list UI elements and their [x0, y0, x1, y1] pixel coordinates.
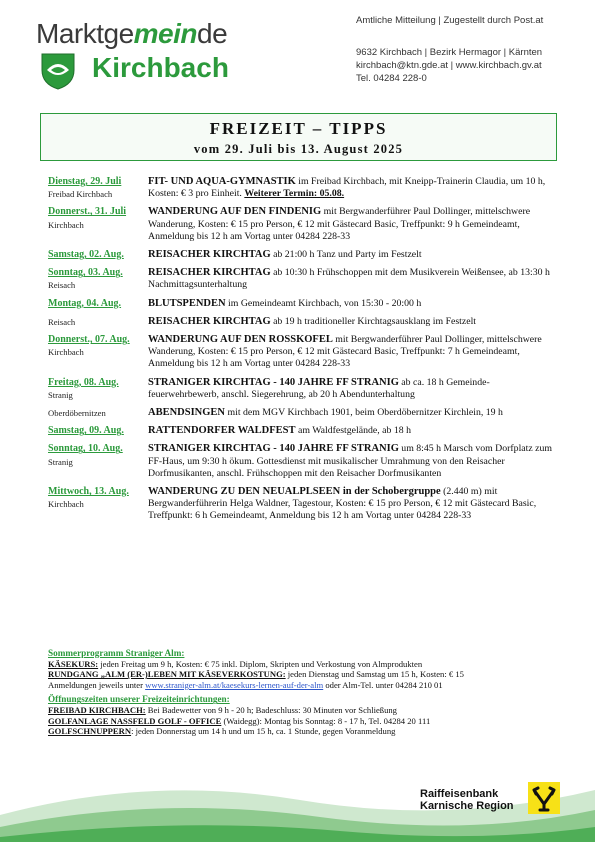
kaesekurs-line: KÄSEKURS: jeden Freitag um 9 h, Kosten: € 75 inkl. Diplom, Skripten und Verkostung von Almprodukten — [48, 658, 423, 669]
event-meta — [48, 443, 148, 480]
event-date: Mittwoch, 13. Aug. — [48, 486, 129, 498]
event-date: Sonntag, 10. Aug. — [48, 443, 123, 455]
event-text: im Freibad Kirchbach, mit Kneipp-Trainerin Claudia, um 10 h, Kosten: € 3 pro Einheit. — [148, 176, 546, 200]
event-meta — [48, 249, 148, 261]
page-title: FREIZEIT – TIPPS — [209, 119, 388, 138]
address-line: 9632 Kirchbach | Bezirk Hermagor | Kärnten — [356, 47, 543, 58]
opening-hours-heading: Öffnungszeiten unserer Freizeiteinrichtungen: — [48, 694, 230, 705]
rundgang-line: RUNDGANG „ALM (ER-)LEBEN MIT KÄSEVERKOSTUNG: jeden Dienstag und Samstag um 15 h, Kosten: € 15 — [48, 669, 464, 680]
info-section — [48, 648, 560, 737]
event-text: am Waldfestgelände, ab 18 h — [295, 425, 411, 437]
event-meta — [48, 407, 148, 419]
event-description — [148, 377, 560, 401]
event-date: Samstag, 02. Aug. — [48, 249, 124, 261]
event-text: ab 21:00 h Tanz und Party im Festzelt — [270, 249, 422, 261]
event-date: Montag, 04. Aug. — [48, 297, 122, 309]
event-description — [148, 425, 560, 437]
official-notice: Amtliche Mitteilung | Zugestellt durch Post.at — [356, 15, 544, 26]
event-name: RATTENDORFER WALDFEST — [148, 425, 296, 437]
event-meta — [48, 377, 148, 401]
event-item — [48, 249, 560, 261]
event-item — [48, 298, 560, 310]
event-place: Freibad Kirchbach — [48, 189, 113, 200]
event-item — [48, 334, 560, 371]
event-item — [48, 425, 560, 437]
event-text: (2.440 m) mit Bergwanderführerin Helga Waldner, Tagestour, Kosten: € 15 pro Person, € 12 mit Gästecard Basic, Treffpunkt: 6 h Gemeindeamt, Anmeldung bis 12 h am Vortag unter 04284 228-33 — [148, 486, 537, 522]
event-name: REISACHER KIRCHTAG — [148, 315, 271, 327]
event-description — [148, 407, 560, 419]
event-date: Sonntag, 03. Aug. — [48, 267, 123, 279]
logo-kirchbach: Kirchbach — [92, 52, 229, 83]
event-date: Donnerst., 07. Aug. — [48, 334, 130, 346]
event-place: Reisach — [48, 280, 76, 291]
event-description — [148, 316, 560, 328]
event-place: Kirchbach — [48, 347, 84, 358]
alm-heading: Sommerprogramm Straniger Alm: — [48, 648, 185, 658]
email-web-line: kirchbach@ktn.gde.at | www.kirchbach.gv.at — [356, 60, 542, 71]
event-meta — [48, 176, 148, 200]
event-item — [48, 316, 560, 328]
contact-block — [356, 46, 542, 85]
event-name: BLUTSPENDEN — [148, 297, 226, 309]
event-name: FIT- UND AQUA-GYMNASTIK — [148, 176, 296, 187]
event-name: STRANIGER KIRCHTAG - 140 JAHRE FF STRANIG — [148, 376, 399, 388]
event-description — [148, 176, 560, 200]
event-text: mit Bergwanderführer Paul Dollinger, mittelschwere Wanderung, Kosten: € 15 pro Person, € 12 mit Gästecard Basic, Treffpunkt: 9 h Gemeindeamt, Anmeldung bis 12 h am Vortag unter 04284 228-33 — [148, 206, 531, 242]
logo-wordmark: Marktgemeinde — [36, 18, 228, 49]
event-name: REISACHER KIRCHTAG — [148, 249, 271, 261]
event-text: mit dem MGV Kirchbach 1901, beim Oberdöbernitzer Kirchlein, 19 h — [225, 407, 503, 419]
event-description — [148, 298, 560, 310]
event-meta — [48, 486, 148, 523]
raiffeisen-logo-icon — [528, 782, 560, 814]
event-place: Stranig — [48, 456, 73, 467]
event-date: Donnerst., 31. Juli — [48, 206, 127, 218]
title-box — [40, 113, 557, 161]
event-text: ab 10:30 h Frühschoppen mit dem Musikverein Weißensee, ab 13:30 h Nachmittagsunterhaltung — [148, 267, 550, 291]
event-place: Oberdöbernitzen — [48, 408, 106, 419]
event-description — [148, 334, 560, 371]
event-item — [48, 206, 560, 243]
event-text: um 8:45 h Marsch vom Dorfplatz zum FF-Haus, um 9:30 h ökum. Gottesdienst mit musikalischer Umrahmung von den Reisacher Dorfmusikanten, anschl. Frühschoppen mit den Reisacher Dorfmusikanten — [148, 443, 553, 479]
event-date: Dienstag, 29. Juli — [48, 176, 122, 187]
anmeldung-line: Anmeldungen jeweils unter www.straniger-alm.at/kaesekurs-lernen-auf-der-alm oder Alm-Tel. unter 04284 210 01 — [48, 679, 443, 690]
golf-line: GOLFANLAGE NASSFELD GOLF - OFFICE (Waidegg): Montag bis Sonntag: 8 - 17 h, Tel. 04284 20 111 — [48, 715, 431, 726]
event-description — [148, 486, 560, 523]
event-meta — [48, 267, 148, 291]
coat-of-arms-icon — [38, 52, 78, 90]
event-name: STRANIGER KIRCHTAG - 140 JAHRE FF STRANIG — [148, 443, 399, 455]
event-place: Reisach — [48, 316, 76, 327]
event-name: WANDERUNG ZU DEN NEUALPLSEEN in der Schobergruppe — [148, 486, 441, 498]
event-meta — [48, 206, 148, 243]
event-description — [148, 206, 560, 243]
phone-line: Tel. 04284 228-0 — [356, 73, 427, 84]
event-name: WANDERUNG AUF DEN ROSSKOFEL — [148, 334, 333, 346]
event-meta — [48, 334, 148, 371]
event-description — [148, 443, 560, 480]
event-extra: Weiterer Termin: 05.08. — [244, 188, 345, 200]
event-place: Kirchbach — [48, 219, 84, 230]
event-name: ABENDSINGEN — [148, 407, 226, 419]
event-place: Stranig — [48, 389, 73, 400]
event-text: ab ca. 18 h Gemeinde-feuerwehrbewerb, anschl. Siegerehrung, ab 20 h Abendunterhaltung — [148, 376, 490, 400]
event-description — [148, 249, 560, 261]
header — [0, 0, 595, 100]
event-meta — [48, 298, 148, 310]
golfschnuppern-line: GOLFSCHNUPPERN: jeden Donnerstag um 14 h und um 15 h, ca. 1 Stunde, gegen Voranmeldung — [48, 726, 396, 737]
event-item — [48, 443, 560, 480]
event-item — [48, 407, 560, 419]
event-meta — [48, 316, 148, 328]
event-place: Kirchbach — [48, 499, 84, 510]
event-item — [48, 377, 560, 401]
event-name: REISACHER KIRCHTAG — [148, 267, 271, 279]
event-item — [48, 486, 560, 523]
event-meta — [48, 425, 148, 437]
page-subtitle: vom 29. Juli bis 13. August 2025 — [193, 142, 404, 156]
event-date: Freitag, 08. Aug. — [48, 376, 119, 388]
event-description — [148, 267, 560, 291]
event-list — [48, 176, 560, 529]
event-date: Samstag, 09. Aug. — [48, 425, 124, 437]
sponsor-name: Raiffeisenbank Karnische Region — [420, 788, 514, 812]
event-item — [48, 176, 560, 200]
freibad-line: FREIBAD KIRCHBACH: Bei Badewetter von 9 h - 20 h; Badeschluss: 30 Minuten vor Schließung — [48, 704, 397, 715]
event-name: WANDERUNG AUF DEN FINDENIG — [148, 206, 322, 218]
event-item — [48, 267, 560, 291]
event-text: im Gemeindeamt Kirchbach, von 15:30 - 20:00 h — [225, 297, 422, 309]
event-text: mit Bergwanderführer Paul Dollinger, mittelschwere Wanderung, Kosten: € 15 pro Person, € 12 mit Gästecard Basic, Treffpunkt: 7 h Gemeindeamt, Anmeldung bis 12 h am Vortag unter 04284 228-33 — [148, 334, 542, 370]
alm-link[interactable]: www.straniger-alm.at/kaesekurs-lernen-auf-der-alm — [145, 679, 324, 690]
event-text: ab 19 h traditioneller Kirchtagsausklang im Festzelt — [270, 315, 477, 327]
